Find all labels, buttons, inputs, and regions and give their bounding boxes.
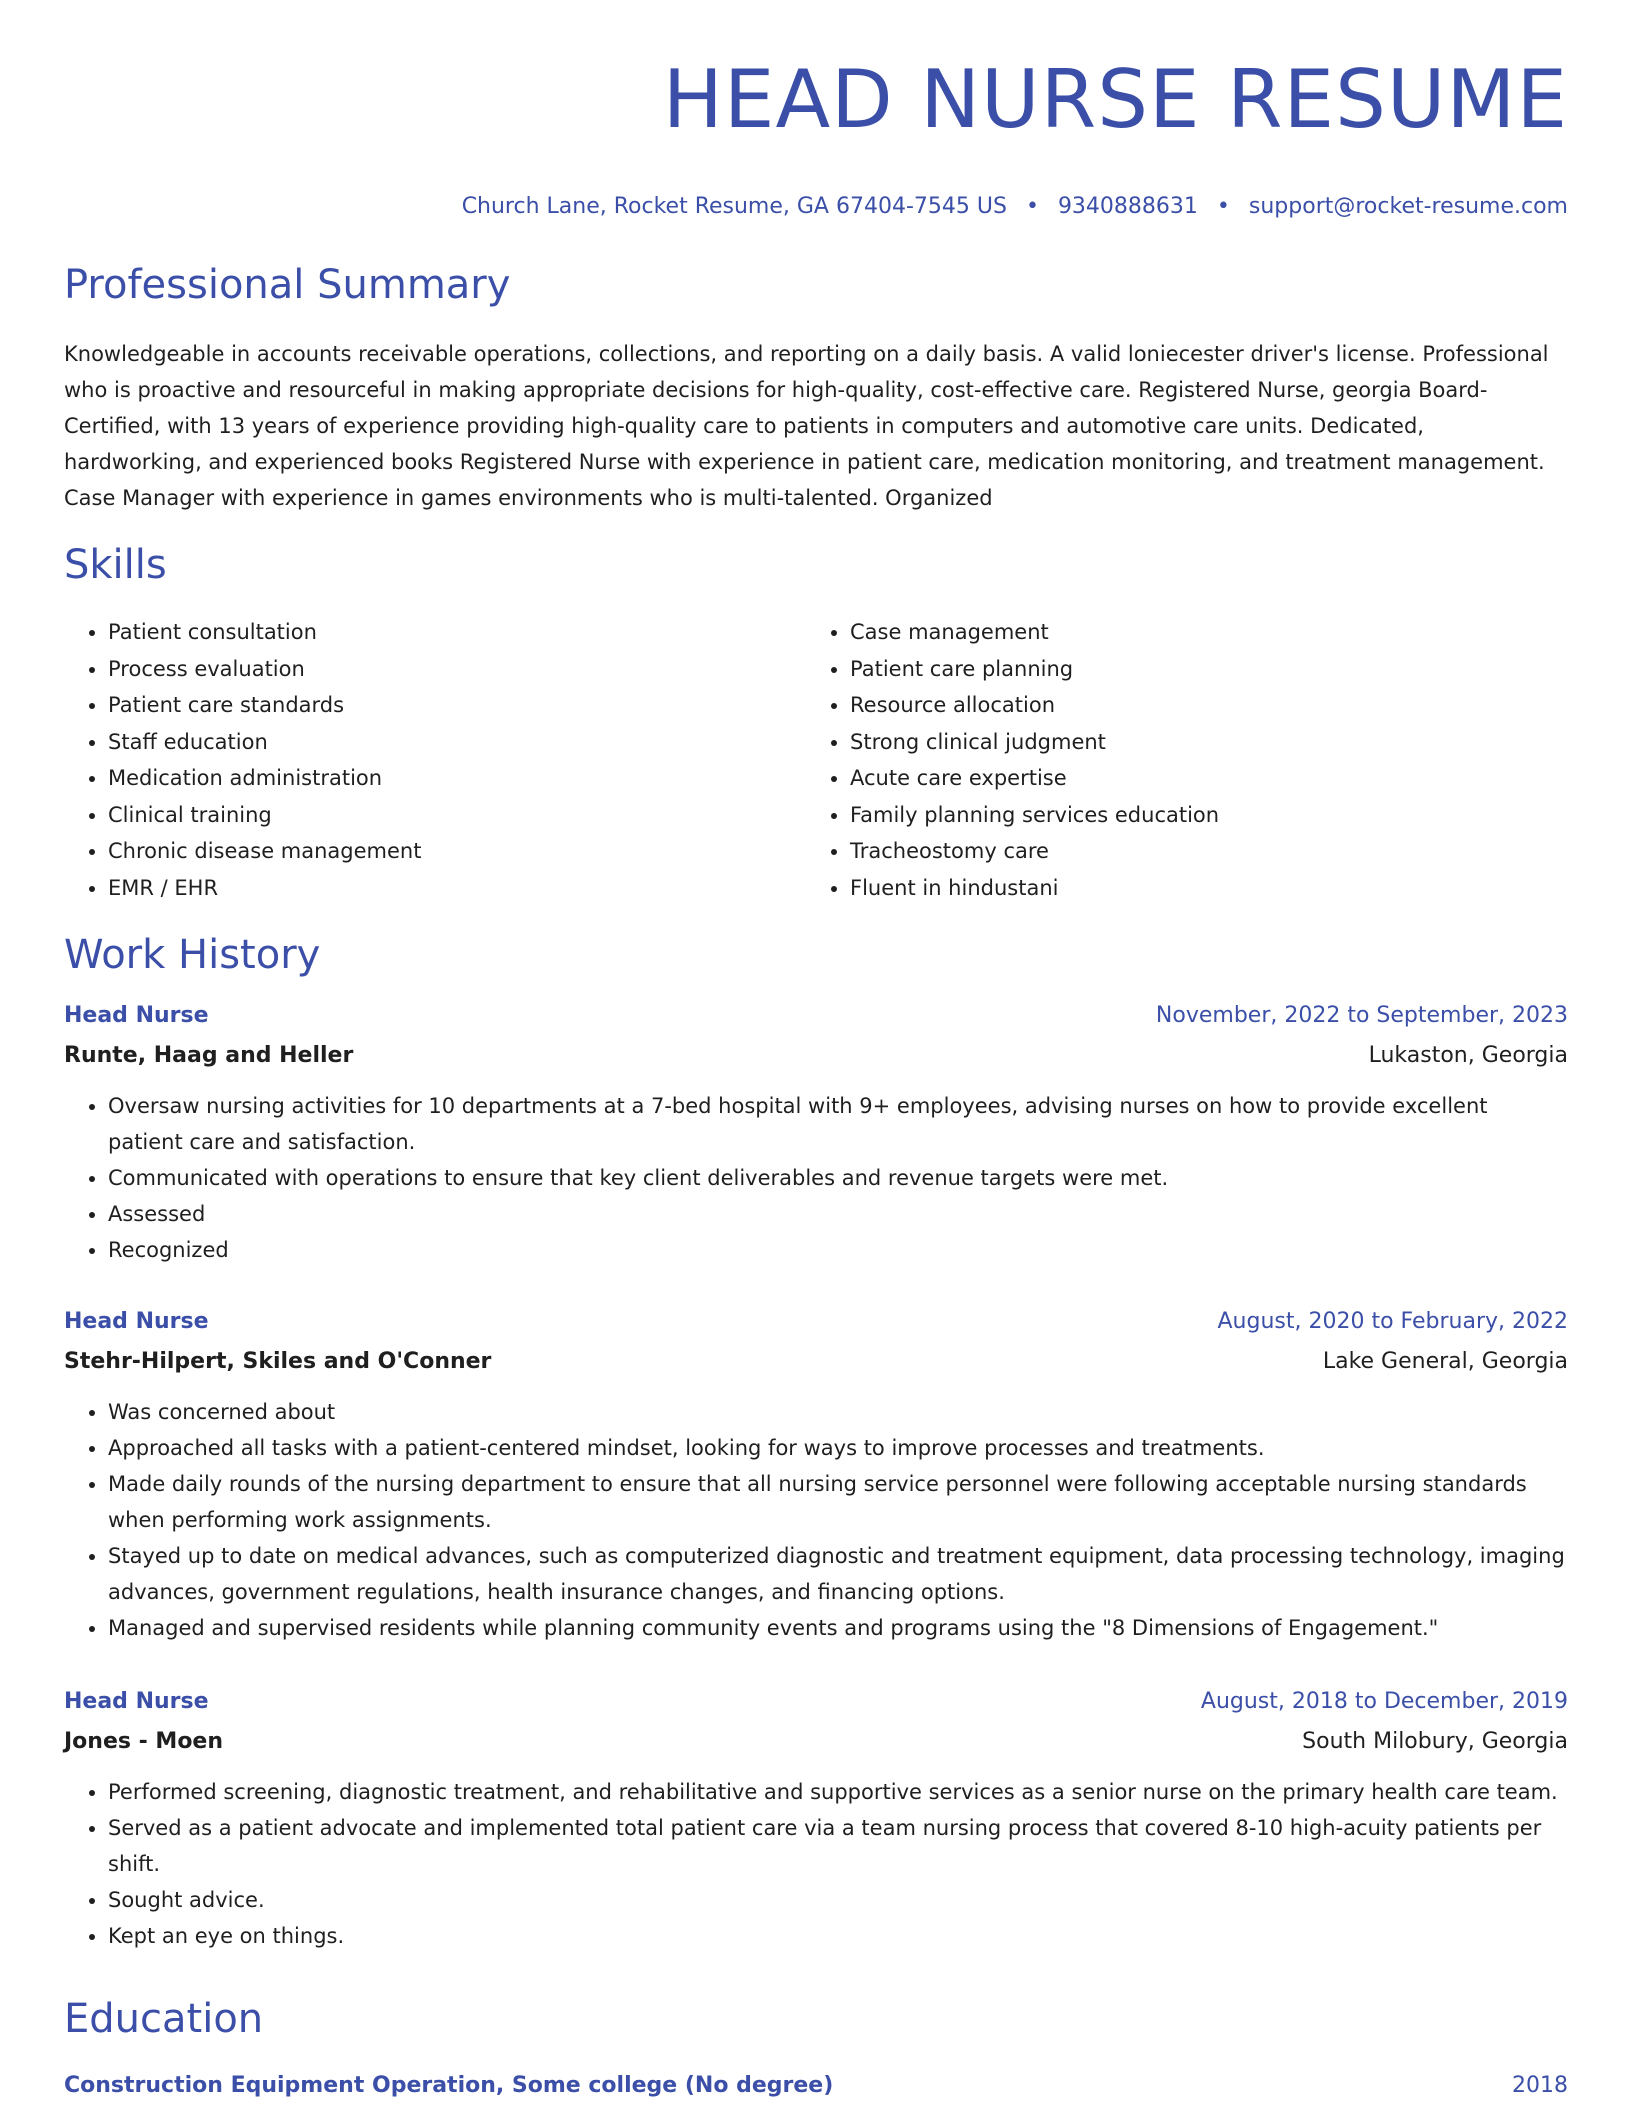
job-bullets xyxy=(64,1088,1568,1268)
skill-item: • Medication administration xyxy=(108,760,806,797)
job-bullet: • Sought advice. xyxy=(108,1882,1568,1918)
skills-column-right xyxy=(806,614,1548,906)
job-header xyxy=(64,1682,1568,1722)
summary-heading: Professional Summary xyxy=(64,262,511,308)
skill-item: • Case management xyxy=(850,614,1548,651)
job-header xyxy=(64,1302,1568,1342)
job-bullet: • Managed and supervised residents while planning community events and programs using the "8 Dimensions of Engagement." xyxy=(108,1610,1568,1646)
job-title: Head Nurse xyxy=(64,1689,209,1714)
job-bullet: • Was concerned about xyxy=(108,1394,1568,1430)
education-degree: Construction Equipment Operation, Some college (No degree) xyxy=(64,2073,834,2098)
job-title: Head Nurse xyxy=(64,1309,209,1334)
education-heading: Education xyxy=(64,1996,264,2042)
job-bullet: • Approached all tasks with a patient-centered mindset, looking for ways to improve processes and treatments. xyxy=(108,1430,1568,1466)
skill-item: • EMR / EHR xyxy=(108,870,806,907)
contact-address: Church Lane, Rocket Resume, GA 67404-7545 US xyxy=(461,193,1007,219)
job-bullet: • Served as a patient advocate and implemented total patient care via a team nursing process that covered 8-10 high-acuity patients per shift. xyxy=(108,1810,1568,1882)
education-year: 2018 xyxy=(1512,2073,1568,2098)
job-company: Runte, Haag and Heller xyxy=(64,1043,354,1068)
job-title: Head Nurse xyxy=(64,1003,209,1028)
skill-item: • Staff education xyxy=(108,724,806,761)
job-bullet: • Recognized xyxy=(108,1232,1568,1268)
job-bullet: • Communicated with operations to ensure that key client deliverables and revenue targets were met. xyxy=(108,1160,1568,1196)
job-bullet: • Made daily rounds of the nursing department to ensure that all nursing service personnel were following acceptable nursing standards when performing work assignments. xyxy=(108,1466,1568,1538)
work-history-heading: Work History xyxy=(64,932,321,978)
skill-item: • Patient care planning xyxy=(850,651,1548,688)
skill-item: • Acute care expertise xyxy=(850,760,1548,797)
job-bullet: • Stayed up to date on medical advances, such as computerized diagnostic and treatment equipment, data processing technology, imaging advances, government regulations, health insurance changes, and financing options. xyxy=(108,1538,1568,1610)
contact-phone: 9340888631 xyxy=(1057,193,1198,219)
job-header xyxy=(64,996,1568,1036)
contact-separator: • xyxy=(1025,193,1039,219)
skill-item: • Family planning services education xyxy=(850,797,1548,834)
education-entry xyxy=(64,2066,1568,2106)
skill-item: • Clinical training xyxy=(108,797,806,834)
job-entry xyxy=(64,1302,1568,1646)
skills-list xyxy=(64,614,1568,906)
job-entry xyxy=(64,996,1568,1268)
skill-item: • Strong clinical judgment xyxy=(850,724,1548,761)
job-dates: November, 2022 to September, 2023 xyxy=(1155,1003,1568,1028)
contact-line xyxy=(64,194,1568,219)
skills-column-left xyxy=(64,614,806,906)
skill-item: • Chronic disease management xyxy=(108,833,806,870)
job-bullet: • Performed screening, diagnostic treatment, and rehabilitative and supportive services as a senior nurse on the primary health care team. xyxy=(108,1774,1568,1810)
skill-item: • Resource allocation xyxy=(850,687,1548,724)
resume-page xyxy=(64,0,1568,2098)
job-bullet: • Kept an eye on things. xyxy=(108,1918,1568,1954)
skill-item: • Fluent in hindustani xyxy=(850,870,1548,907)
job-location: South Milobury, Georgia xyxy=(1302,1729,1568,1754)
skills-heading: Skills xyxy=(64,542,167,588)
job-company: Stehr-Hilpert, Skiles and O'Conner xyxy=(64,1349,492,1374)
skill-item: • Process evaluation xyxy=(108,651,806,688)
contact-email: support@rocket-resume.com xyxy=(1248,193,1568,219)
job-bullets xyxy=(64,1394,1568,1646)
job-subheader xyxy=(64,1722,1568,1762)
job-bullet: • Oversaw nursing activities for 10 departments at a 7-bed hospital with 9+ employees, advising nurses on how to provide excellent patient care and satisfaction. xyxy=(108,1088,1568,1160)
job-dates: August, 2020 to February, 2022 xyxy=(1217,1309,1568,1334)
job-entry xyxy=(64,1682,1568,1954)
resume-title: HEAD NURSE RESUME xyxy=(662,53,1568,146)
skill-item: • Patient care standards xyxy=(108,687,806,724)
summary-text: Knowledgeable in accounts receivable operations, collections, and reporting on a daily basis. A valid loniecester driver's license. Professional who is proactive and resourceful in making appropriate decisions for high-quality, cost-effective care. Registered Nurse, georgia Board-Certified, with 13 years of experience providing high-quality care to patients in computers and automotive care units. Dedicated, hardworking, and experienced books Registered Nurse with experience in patient care, medication monitoring, and treatment management. Case Manager with experience in games environments who is multi-talented. Organized xyxy=(64,342,1549,510)
contact-separator: • xyxy=(1216,193,1230,219)
job-location: Lukaston, Georgia xyxy=(1368,1043,1568,1068)
skill-item: • Patient consultation xyxy=(108,614,806,651)
job-bullet: • Assessed xyxy=(108,1196,1568,1232)
skill-item: • Tracheostomy care xyxy=(850,833,1548,870)
job-company: Jones - Moen xyxy=(64,1729,224,1754)
job-subheader xyxy=(64,1036,1568,1076)
job-location: Lake General, Georgia xyxy=(1322,1349,1568,1374)
job-subheader xyxy=(64,1342,1568,1382)
job-dates: August, 2018 to December, 2019 xyxy=(1200,1689,1568,1714)
job-bullets xyxy=(64,1774,1568,1954)
